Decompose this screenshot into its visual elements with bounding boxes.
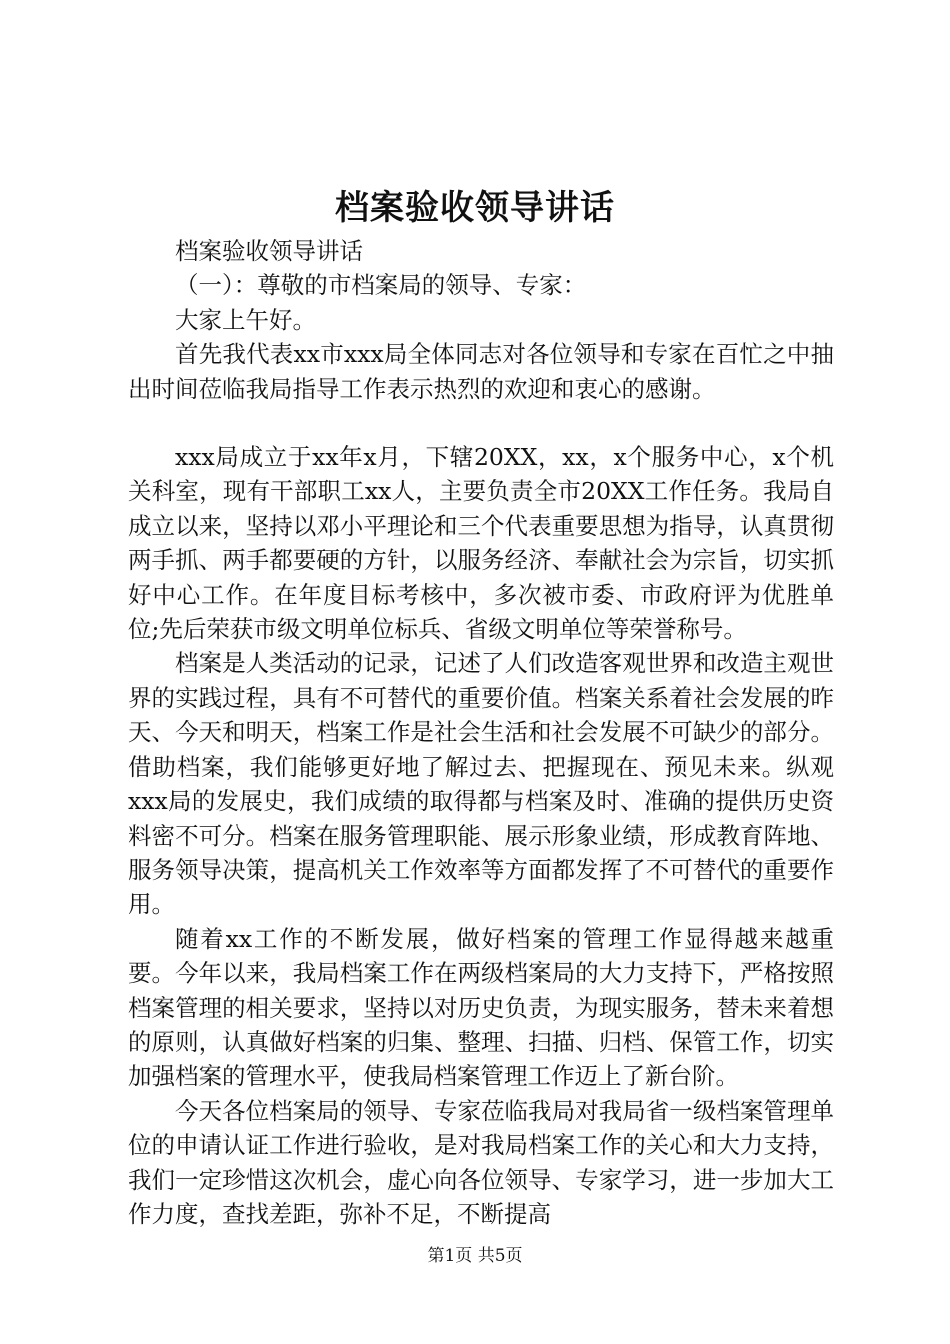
paragraph-archive-progress: 随着xx工作的不断发展，做好档案的管理工作显得越来越重要。今年以来，我局档案工作在两级档案局的大力支持下，严格按照档案管理的相关要求，坚持以对历史负责，为现实服务，替未来着想的原则，认真做好档案的归集、整理、扫描、归档、保管工作，切实加强档案的管理水平，使我局档案管理工作迈上了新台阶。 (128, 924, 834, 1091)
paragraph-acceptance: 今天各位档案局的领导、专家莅临我局对我局省一级档案管理单位的申请认证工作进行验收，是对我局档案工作的关心和大力支持，我们一定珍惜这次机会，虚心向各位领导、专家学习，进一步加大工作力度，查找差距，弥补不足，不断提高 (128, 1096, 834, 1228)
paragraph-salutation: （一）：尊敬的市档案局的领导、专家： (175, 271, 587, 300)
document-body (128, 234, 834, 1231)
paragraph-subtitle: 档案验收领导讲话 (175, 237, 363, 265)
paragraph-bureau-intro: xxx局成立于xx年x月，下辖20XX，xx，x个服务中心，x个机关科室，现有干部职工xx人，主要负责全市20XX工作任务。我局自成立以来，坚持以邓小平理论和三个代表重要思想为指导，认真贯彻两手抓、两手都要硬的方针，以服务经济、奉献社会为宗旨，切实抓好中心工作。在年度目标考核中，多次被市委、市政府评为优胜单位;先后荣获市级文明单位标兵、省级文明单位等荣誉称号。 (128, 443, 834, 644)
paragraph-archive-value: 档案是人类活动的记录，记述了人们改造客观世界和改造主观世界的实践过程，具有不可替代的重要价值。档案关系着社会发展的昨天、今天和明天，档案工作是社会生活和社会发展不可缺少的部分。借助档案，我们能够更好地了解过去、把握现在、预见未来。纵观xxx局的发展史，我们成绩的取得都与档案及时、准确的提供历史资料密不可分。档案在服务管理职能、展示形象业绩，形成教育阵地、服务领导决策，提高机关工作效率等方面都发挥了不可替代的重要作用。 (128, 649, 834, 919)
paragraph-welcome: 首先我代表xx市xxx局全体同志对各位领导和专家在百忙之中抽出时间莅临我局指导工作表示热烈的欢迎和衷心的感谢。 (128, 340, 834, 403)
document-title: 档案验收领导讲话 (335, 188, 615, 228)
paragraph-greeting: 大家上午好。 (175, 305, 316, 334)
page-footer: 第1页 共5页 (427, 1246, 523, 1266)
